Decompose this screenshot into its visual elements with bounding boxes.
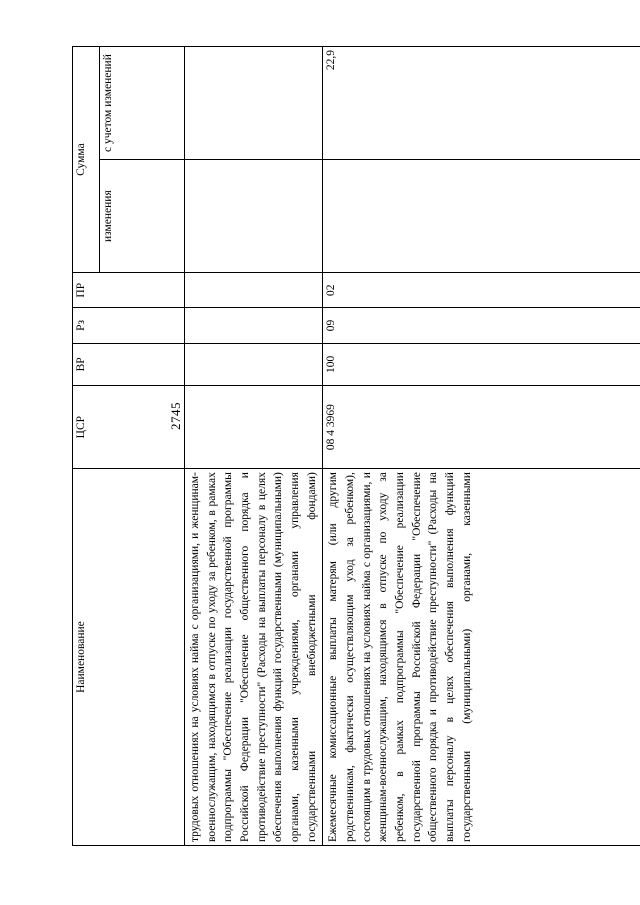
row-vr: 100 <box>323 343 640 386</box>
row-with-changes: 22,9 <box>323 47 640 160</box>
table-row <box>185 47 323 846</box>
row-vr <box>185 343 323 386</box>
row-pr: 02 <box>323 273 640 308</box>
document-table-container <box>72 46 570 846</box>
row-rz <box>185 308 323 343</box>
row-pr <box>185 273 323 308</box>
column-header-rz: Рз <box>73 308 185 343</box>
row-name: трудовых отношениях на условиях найма с организациями, и женщинам-военнослужащим, находящимся в отпуске по уходу за ребенком, в рамках подпрограммы "Обеспечение реализации государственной программы Российской Федерации "Обеспечение общественного порядка и противодействие преступности" (Расходы на выплаты персоналу в целях обеспечения выполнения функций государственными (муниципальными) органами, казенными учреждениями, органами управления государственными внебюджетными фондами) <box>185 469 323 846</box>
row-with-changes <box>185 47 323 160</box>
column-header-vr: ВР <box>73 343 185 386</box>
row-csr: 08 4 3969 <box>323 386 640 469</box>
page-number: 2745 <box>168 402 183 430</box>
row-rz: 09 <box>323 308 640 343</box>
column-header-sum: Сумма <box>73 47 100 273</box>
column-header-changes: изменения <box>100 160 185 273</box>
column-header-csr: ЦСР <box>73 386 185 469</box>
budget-table <box>72 46 640 846</box>
row-csr <box>185 386 323 469</box>
row-changes <box>323 160 640 273</box>
row-name: Ежемесячные комиссационные выплаты матерям (или другим родственникам, фактически осуществляющим уход за ребенком), состоящим в трудовых отношениях на условиях найма с организациями, и женщинам-военнослужащим, находящимся в отпуске по уходу за ребенком, в рамках подпрограммы "Обеспечение реализации государственной программы Российской Федерации "Обеспечение общественного порядка и противодействие преступности" (Расходы на выплаты персоналу в целях обеспечения выполнения функций государственными (муниципальными) органами, казенными <box>323 469 640 846</box>
column-header-pr: ПР <box>73 273 185 308</box>
table-row <box>323 47 640 846</box>
column-header-with-changes: с учетом изменений <box>100 47 185 160</box>
row-changes <box>185 160 323 273</box>
column-header-name: Наименование <box>73 469 185 846</box>
table-header-row-1 <box>73 47 100 846</box>
